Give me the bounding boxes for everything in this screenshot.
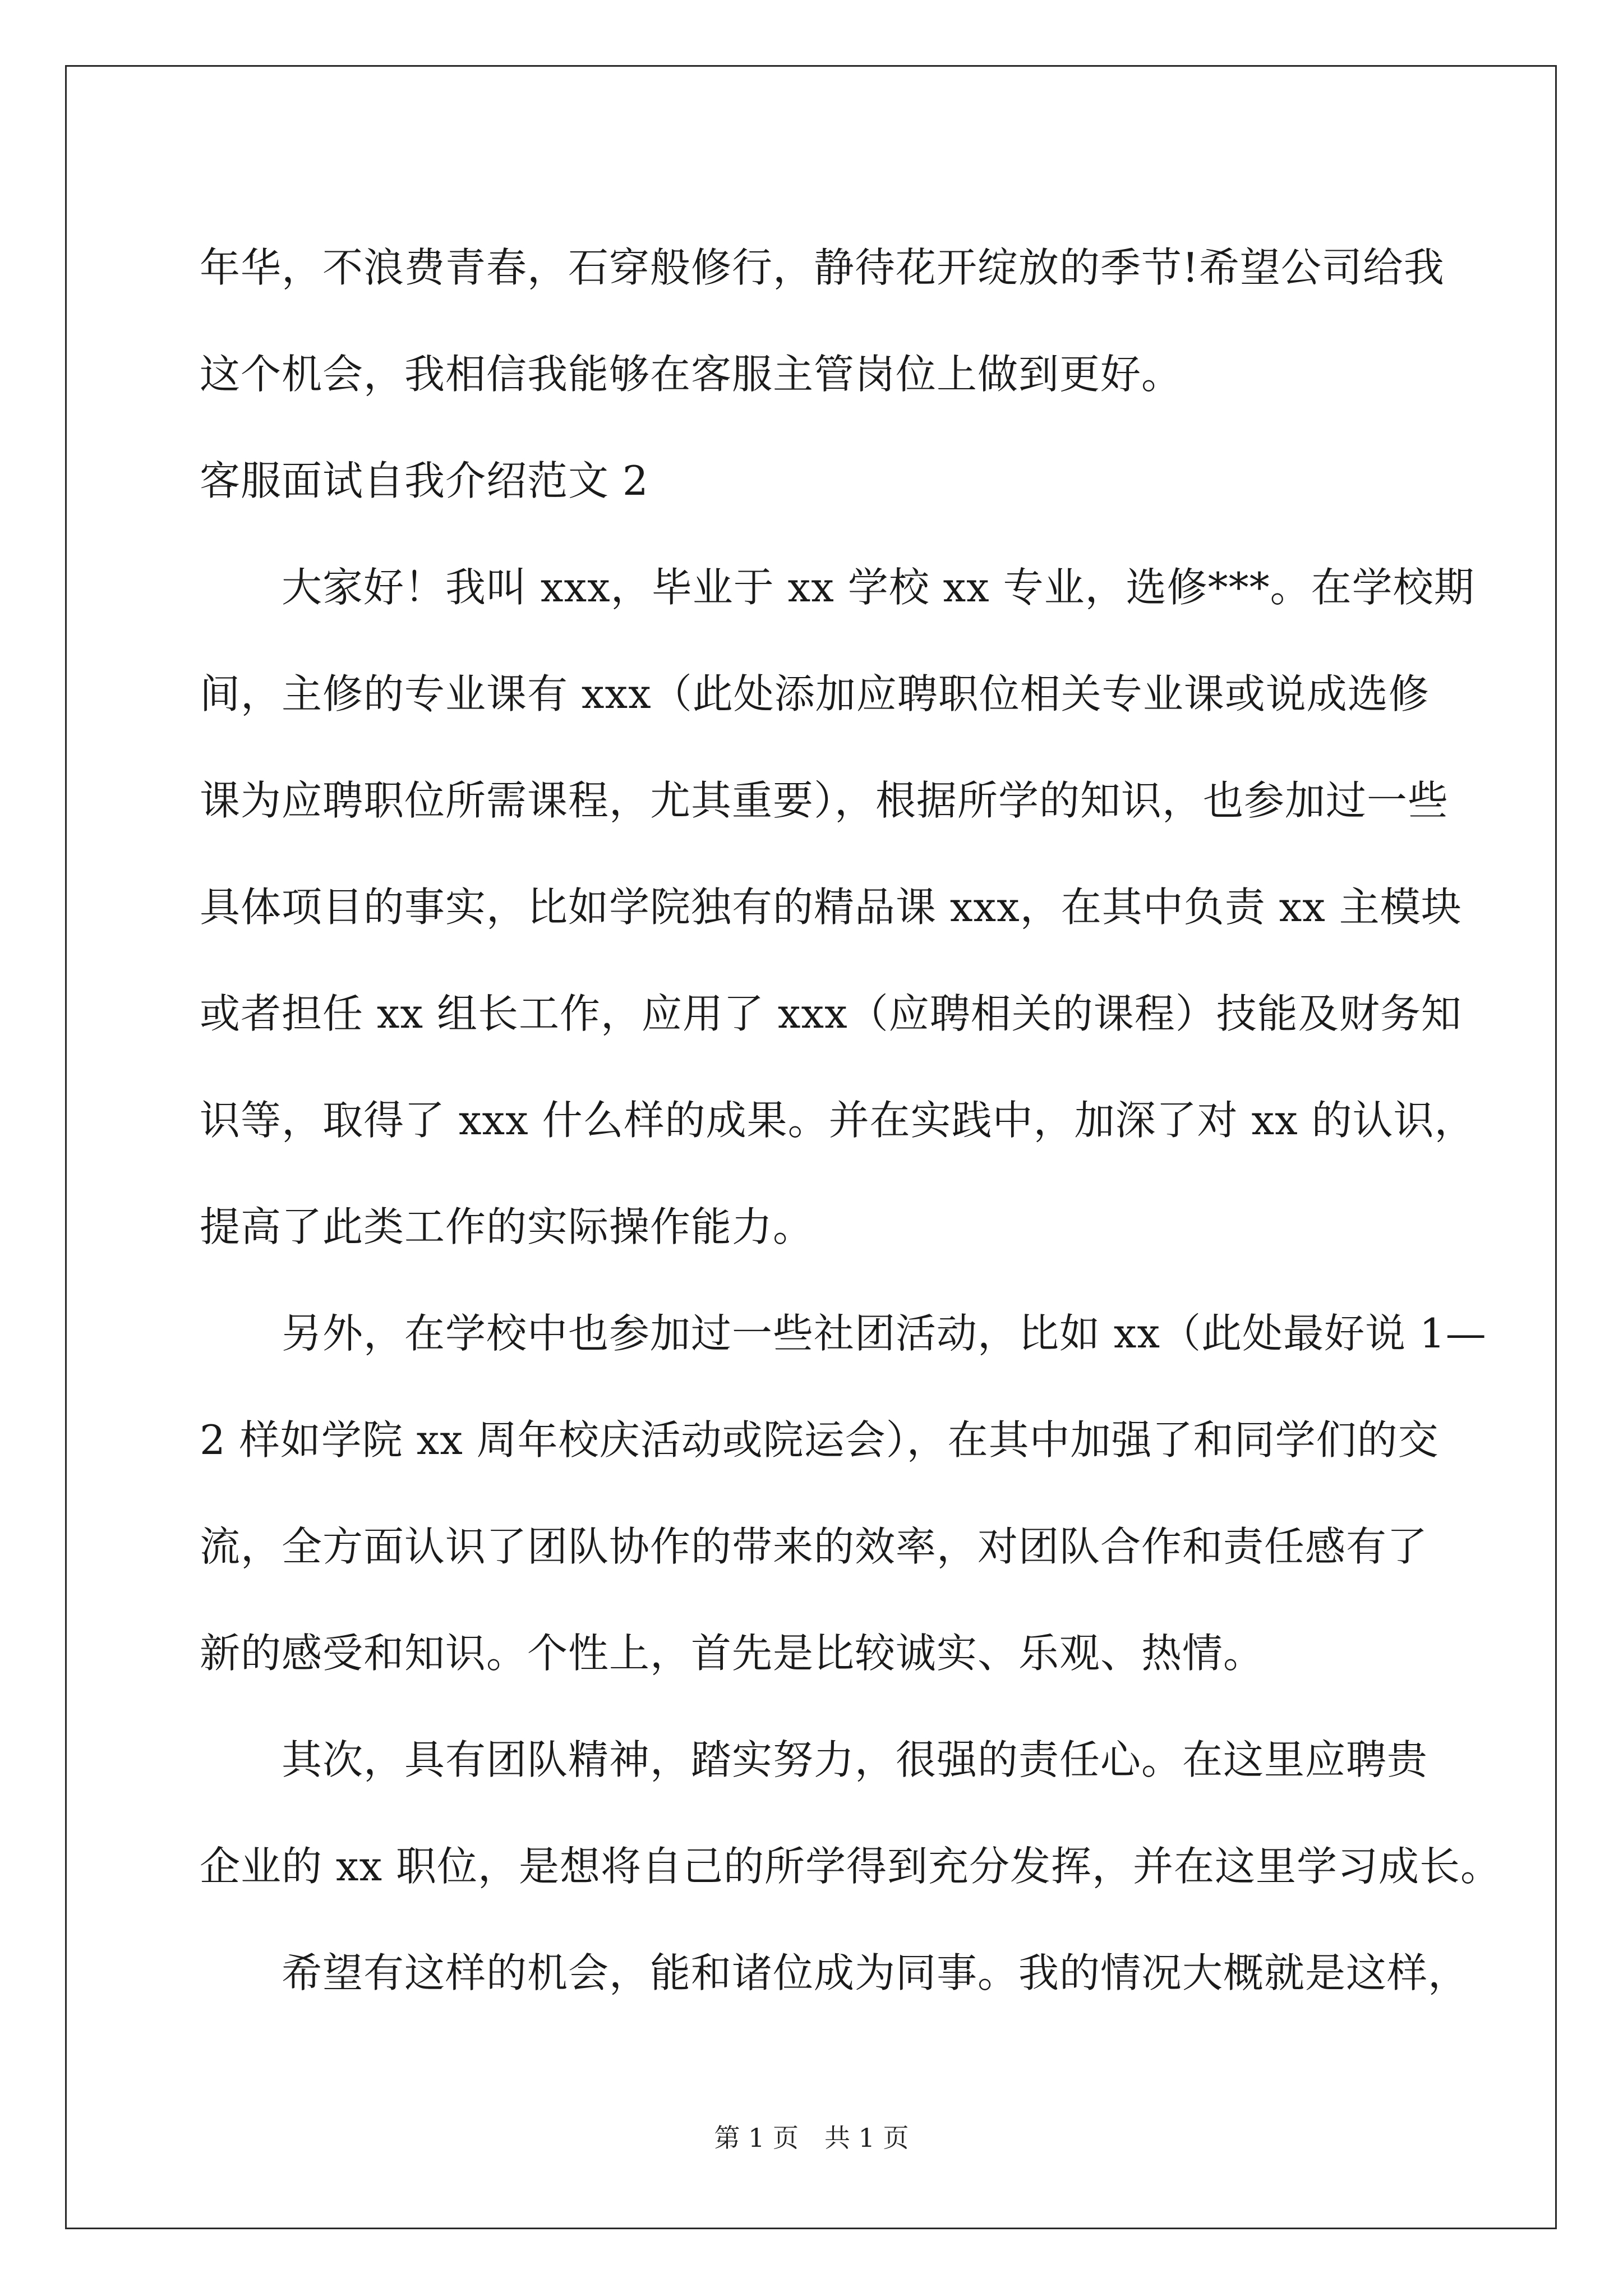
document-body [200, 214, 1501, 2026]
text-line: 其次，具有团队精神，踏实努力，很强的责任心。在这里应聘贵 [200, 1736, 1428, 1783]
text-line: 流，全方面认识了团队协作的带来的效率，对团队合作和责任感有了 [200, 1523, 1428, 1570]
text-line: 具体项目的事实，比如学院独有的精品课 xxx，在其中负责 xx 主模块 [200, 884, 1462, 931]
text-line: 另外，在学校中也参加过一些社团活动，比如 xx（此处最好说 1— [200, 1310, 1487, 1357]
text-line: 这个机会，我相信我能够在客服主管岗位上做到更好。 [200, 351, 1183, 398]
text-line: 或者担任 xx 组长工作，应用了 xxx（应聘相关的课程）技能及财务知 [200, 990, 1462, 1037]
text-line: 希望有这样的机会，能和诸位成为同事。我的情况大概就是这样， [200, 1949, 1469, 1996]
text-line: 课为应聘职位所需课程，尤其重要），根据所学的知识，也参加过一些 [200, 777, 1449, 824]
text-line: 提高了此类工作的实际操作能力。 [200, 1203, 814, 1250]
text-line: 大家好！我叫 xxx，毕业于 xx 学校 xx 专业，选修***。在学校期 [200, 564, 1475, 611]
text-line: 间，主修的专业课有 xxx（此处添加应聘职位相关专业课或说成选修 [200, 670, 1430, 717]
page-number-footer: 第 1 页 共 1 页 [714, 2123, 909, 2153]
text-line: 新的感受和知识。个性上，首先是比较诚实、乐观、热情。 [200, 1630, 1265, 1677]
section-heading: 客服面试自我介绍范文 2 [200, 457, 649, 504]
text-line: 年华，不浪费青春，石穿般修行，静待花开绽放的季节!希望公司给我 [200, 244, 1445, 291]
text-line: 识等，取得了 xxx 什么样的成果。并在实践中，加深了对 xx 的认识， [200, 1097, 1476, 1144]
text-line: 2 样如学院 xx 周年校庆活动或院运会），在其中加强了和同学们的交 [200, 1416, 1439, 1464]
text-line: 企业的 xx 职位，是想将自己的所学得到充分发挥，并在这里学习成长。 [200, 1843, 1501, 1890]
